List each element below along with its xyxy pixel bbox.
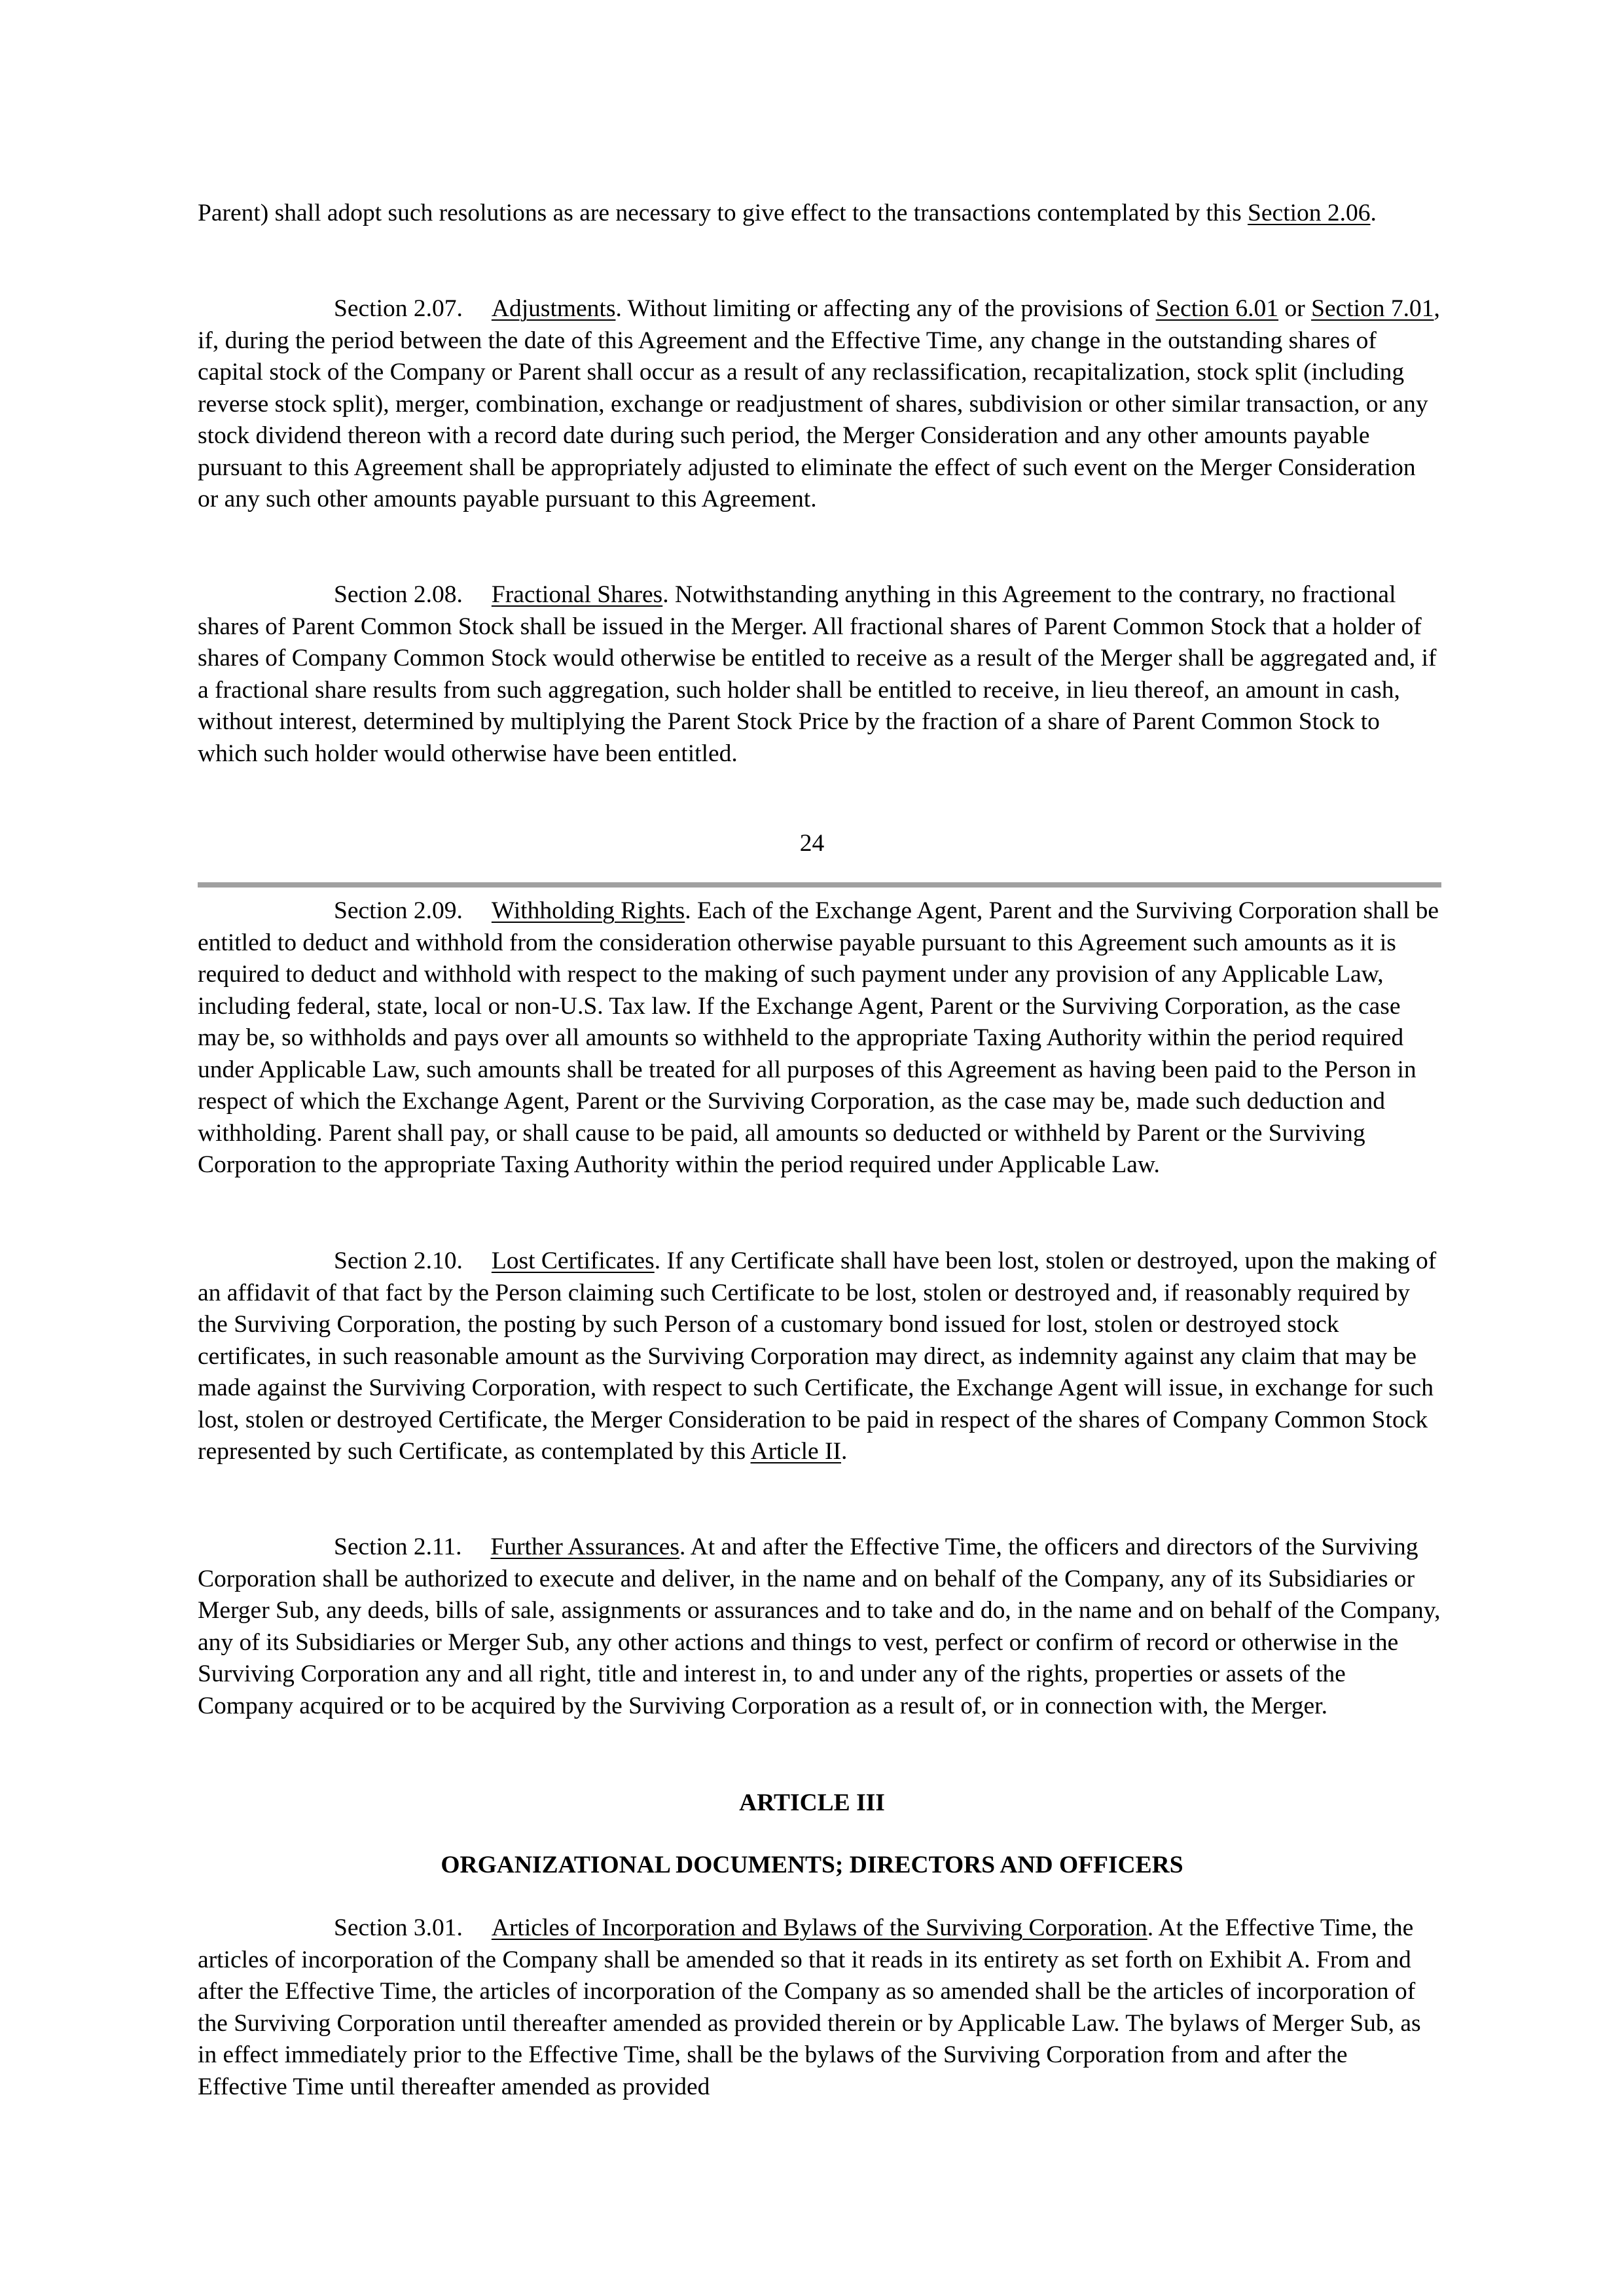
section-title: Adjustments: [491, 295, 616, 322]
section-title: Further Assurances: [490, 1534, 679, 1560]
section-2-11: Section 2.11. Further Assurances. At and after the Effective Time, the officers and directors of the Surviving Corporation shall be authorized to execute and deliver, in the name and on behalf of the Company, any of its Subsidiaries or Merger Sub, any deeds, bills of sale, assignments or assurances and to take and do, in the name and on behalf of the Company, any of its Subsidiaries or Merger Sub, any other actions and things to vest, perfect or confirm of record or otherwise in the Surviving Corporation any and all right, title and interest in, to and under any of the rights, properties or assets of the Company acquired or to be acquired by the Surviving Corporation as a result of, or in connection with, the Merger.: [198, 1534, 1441, 1719]
section-2-10: Section 2.10. Lost Certificates. If any Certificate shall have been lost, stolen or destroyed, upon the making of an affidavit of that fact by the Person claiming such Certificate to be lost, stolen or destroyed and, if reasonably required by the Surviving Corporation, the posting by such Person of a customary bond issued for lost, stolen or destroyed stock certificates, in such reasonable amount as the Surviving Corporation may direct, as indemnity against any claim that may be made against the Surviving Corporation, with respect to such Certificate, the Exchange Agent will issue, in exchange for such lost, stolen or destroyed Certificate, the Merger Consideration to be paid in respect of the shares of Company Common Stock represented by such Certificate, as contemplated by this Article II.: [198, 1247, 1437, 1465]
section-number: Section 2.09.: [334, 897, 463, 924]
section-reference-link: Section 2.06: [1248, 200, 1371, 226]
section-number: Section 3.01.: [334, 1914, 463, 1941]
paragraph-continuation: Parent) shall adopt such resolutions as are necessary to give effect to the transactions contemplated by this Section 2.06.: [198, 200, 1377, 226]
section-2-08: Section 2.08. Fractional Shares. Notwithstanding anything in this Agreement to the contrary, no fractional shares of Parent Common Stock shall be issued in the Merger. All fractional shares of Parent Common Stock that a holder of shares of Company Common Stock would otherwise be entitled to receive as a result of the Merger shall be aggregated and, if a fractional share results from such aggregation, such holder shall be entitled to receive, in lieu thereof, an amount in cash, without interest, determined by multiplying the Parent Stock Price by the fraction of a share of Parent Common Stock to which such holder would otherwise have been entitled.: [198, 581, 1437, 767]
section-title: Articles of Incorporation and Bylaws of the Surviving Corporation: [491, 1914, 1147, 1941]
section-title: Fractional Shares: [491, 581, 663, 608]
section-2-07: Section 2.07. Adjustments. Without limiting or affecting any of the provisions of Section 6.01 or Section 7.01, if, during the period between the date of this Agreement and the Effective Time, any change in the outstanding shares of capital stock of the Company or Parent shall occur as a result of any reclassification, recapitalization, stock split (including reverse stock split), merger, combination, exchange or readjustment of shares, subdivision or other similar transaction, or any stock dividend thereon with a record date during such period, the Merger Consideration and any other amounts payable pursuant to this Agreement shall be appropriately adjusted to eliminate the effect of such event on the Merger Consideration or any such other amounts payable pursuant to this Agreement.: [198, 295, 1440, 512]
section-2-09: Section 2.09. Withholding Rights. Each of the Exchange Agent, Parent and the Surviving Corporation shall be entitled to deduct and withhold from the consideration otherwise payable pursuant to this Agreement such amounts as it is required to deduct and withhold with respect to the making of such payment under any provision of any Applicable Law, including federal, state, local or non-U.S. Tax law. If the Exchange Agent, Parent or the Surviving Corporation, as the case may be, so withholds and pays over all amounts so withheld to the appropriate Taxing Authority within the period required under Applicable Law, such amounts shall be treated for all purposes of this Agreement as having been paid to the Person in respect of which the Exchange Agent, Parent or the Surviving Corporation, as the case may be, made such deduction and withholding. Parent shall pay, or shall cause to be paid, all amounts so deducted or withheld by Parent or the Surviving Corporation to the appropriate Taxing Authority within the period required under Applicable Law.: [198, 897, 1439, 1178]
section-number: Section 2.08.: [334, 581, 463, 608]
article-heading: ARTICLE III: [739, 1789, 885, 1816]
article-title: ORGANIZATIONAL DOCUMENTS; DIRECTORS AND OFFICERS: [441, 1852, 1183, 1878]
section-number: Section 2.11.: [334, 1534, 462, 1560]
page-number: 24: [799, 830, 825, 857]
section-title: Withholding Rights: [491, 897, 685, 924]
section-number: Section 2.07.: [334, 295, 463, 322]
section-number: Section 2.10.: [334, 1247, 463, 1274]
article-reference-link: Article II: [750, 1438, 841, 1465]
section-title: Lost Certificates: [491, 1247, 655, 1274]
page-break-divider: [198, 882, 1441, 888]
section-reference-link: Section 6.01: [1155, 295, 1279, 322]
continuation-text: Parent) shall adopt such resolutions as are necessary to give effect to the transactions contemplated by this: [198, 200, 1248, 226]
section-reference-link: Section 7.01: [1311, 295, 1434, 322]
section-3-01: Section 3.01. Articles of Incorporation and Bylaws of the Surviving Corporation. At the Effective Time, the articles of incorporation of the Company shall be amended so that it reads in its entirety as set forth on Exhibit A. From and after the Effective Time, the articles of incorporation of the Company as so amended shall be the articles of incorporation of the Surviving Corporation until thereafter amended as provided therein or by Applicable Law. The bylaws of Merger Sub, as in effect immediately prior to the Effective Time, shall be the bylaws of the Surviving Corporation from and after the Effective Time until thereafter amended as provided: [198, 1914, 1421, 2100]
